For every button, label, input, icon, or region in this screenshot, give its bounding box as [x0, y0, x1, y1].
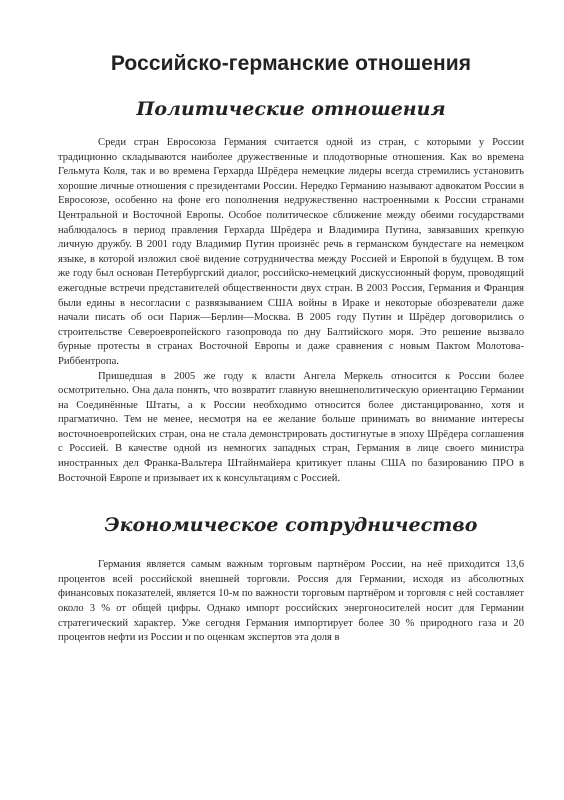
section-heading-politics: Политические отношения [136, 98, 446, 120]
paragraph-politics-1: Среди стран Евросоюза Германия считается одной из стран, с которыми у России традиционно складываются наиболее дружественные и плодотворные отношения. Как во времена Гельмута Коля, так и во времена Герхарда Шрёдера немецкие лидеры всегда стремились установить хорошие личные отношения с президентами России. Нередко Германию называют адвокатом России в Евросоюзе, особенно на фоне его пополнения недружественно настроенными к России странами Центральной и Восточной Европы. Особое политическое сближение между обеими государствами наблюдалось в период правления Герхарда Шрёдера и Владимира Путина, завязавших крепкую личную дружбу. В 2001 году Владимир Путин произнёс речь в германском бундестаге на немецком языке, в которой изложил своё видение сотрудничества между Россией и Европой в будущем. В том же году был основан Петербургский диалог, российско-немецкий дискуссионный форум, проводящий ежегодные встречи представителей общественности двух стран. В 2003 Россия, Германия и Франция были едины в несогласии с развязыванием США войны в Ираке и некоторые обозреватели даже начали писать об оси Париж—Берлин—Москва. В 2005 году Путин и Шрёдер договорились о строительстве Североевропейского газопровода по дну Балтийского моря. Это решение вызвало бурные протесты в странах Восточной Европы и даже сравнения с новым Пактом Молотова-Риббентропа. [58, 137, 524, 367]
paragraph-politics-2: Пришедшая в 2005 же году к власти Ангела Меркель относится к России более осмотрительно. Она дала понять, что возвратит главную внешнеполитическую ориентацию Германии на Соединённые Штаты, а к России необходимо относится более дистанцированно, хотя и прагматично. Тем не менее, несмотря на ее желание больше принимать во внимание интересы восточноевропейских стран, она не стала демонстрировать достигнутые в эпоху Шрёдера соглашения с Россией. В качестве одной из немногих западных стран, Германия в лице своего министра иностранных дел Франка-Вальтера Штайнмайера критикует планы США по базированию ПРО в Восточной Европе и призывает их к консультациям с Россией. [58, 370, 524, 484]
document-title: Российско-германские отношения [110, 52, 472, 75]
paragraph-economy-1: Германия является самым важным торговым партнёром России, на неё приходится 13,6 процентов всей российской внешней торговли. Россия для Германии, исходя из абсолютных финансовых показателей, является 10-м по важности торговым партнёром и торговля с ней составляет около 3 % от общей цифры. Однако импорт российских энергоносителей носит для Германии стратегический характер. Уже сегодня Германия импортирует более 30 % природного газа и 20 процентов нефти из России и по оценкам экспертов эта доля в [58, 559, 524, 644]
section-heading-economy: Экономическое сотрудничество [104, 514, 478, 537]
